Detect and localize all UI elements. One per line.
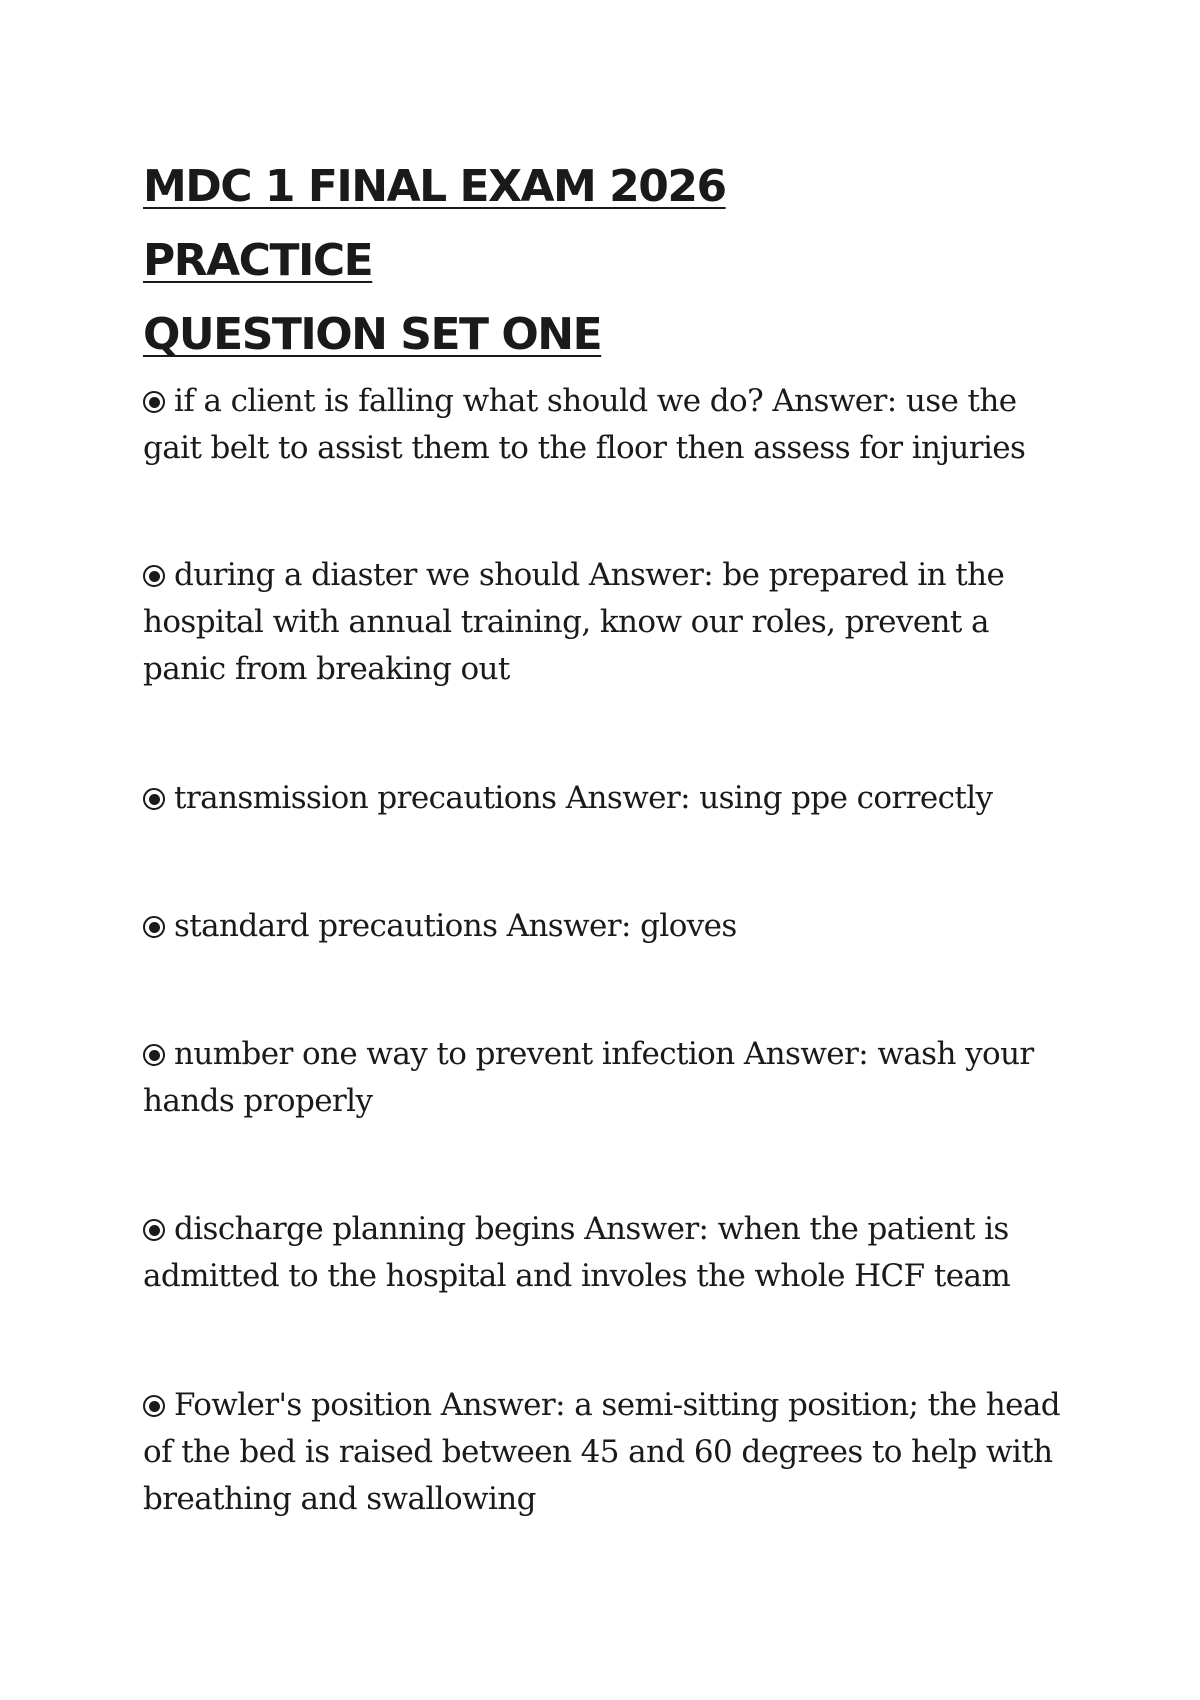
question-text: transmission precautions xyxy=(174,780,557,816)
question-text: during a diaster we should xyxy=(174,557,580,593)
title-line-2: QUESTION SET ONE xyxy=(143,309,602,360)
question-text: Fowler's position xyxy=(174,1387,432,1423)
answer-text: when the patient is admitted to the hospital and involes the whole HCF team xyxy=(143,1211,1011,1294)
answer-text: a semi-sitting position; the head of the bed is raised between 45 and 60 degrees to help with breathing and swallowing xyxy=(143,1387,1061,1517)
question-text: discharge planning begins xyxy=(174,1211,575,1247)
question-text: number one way to prevent infection xyxy=(174,1036,735,1072)
answer-label: Answer: xyxy=(440,1387,565,1423)
title-line-1: MDC 1 FINAL EXAM 2026 PRACTICE xyxy=(143,161,726,286)
fisheye-bullet-icon xyxy=(143,788,165,810)
answer-text: using ppe correctly xyxy=(699,780,993,816)
question-item xyxy=(143,552,1073,693)
question-item xyxy=(143,1031,1073,1125)
fisheye-bullet-icon xyxy=(143,916,165,938)
answer-text: be prepared in the hospital with annual training, know our roles, prevent a panic from breaking out xyxy=(143,557,1005,687)
question-item xyxy=(143,1206,1073,1300)
answer-label: Answer: xyxy=(565,780,690,816)
question-item xyxy=(143,378,1073,472)
answer-text: gloves xyxy=(640,908,737,944)
answer-label: Answer: xyxy=(506,908,631,944)
question-item xyxy=(143,903,1073,950)
question-item xyxy=(143,775,1073,822)
answer-label: Answer: xyxy=(743,1036,869,1072)
answer-text: use the gait belt to assist them to the floor then assess for injuries xyxy=(143,383,1026,466)
fisheye-bullet-icon xyxy=(143,565,165,587)
answer-label: Answer: xyxy=(588,557,714,593)
fisheye-bullet-icon xyxy=(143,1395,165,1417)
fisheye-bullet-icon xyxy=(143,1219,165,1241)
fisheye-bullet-icon xyxy=(143,1044,165,1066)
page-title xyxy=(143,150,943,372)
answer-text: wash your hands properly xyxy=(143,1036,1034,1119)
answer-label: Answer: xyxy=(584,1211,709,1247)
question-text: standard precautions xyxy=(174,908,498,944)
question-item xyxy=(143,1382,1073,1523)
fisheye-bullet-icon xyxy=(143,391,165,413)
question-text: if a client is falling what should we do? xyxy=(174,383,764,419)
answer-label: Answer: xyxy=(772,383,897,419)
